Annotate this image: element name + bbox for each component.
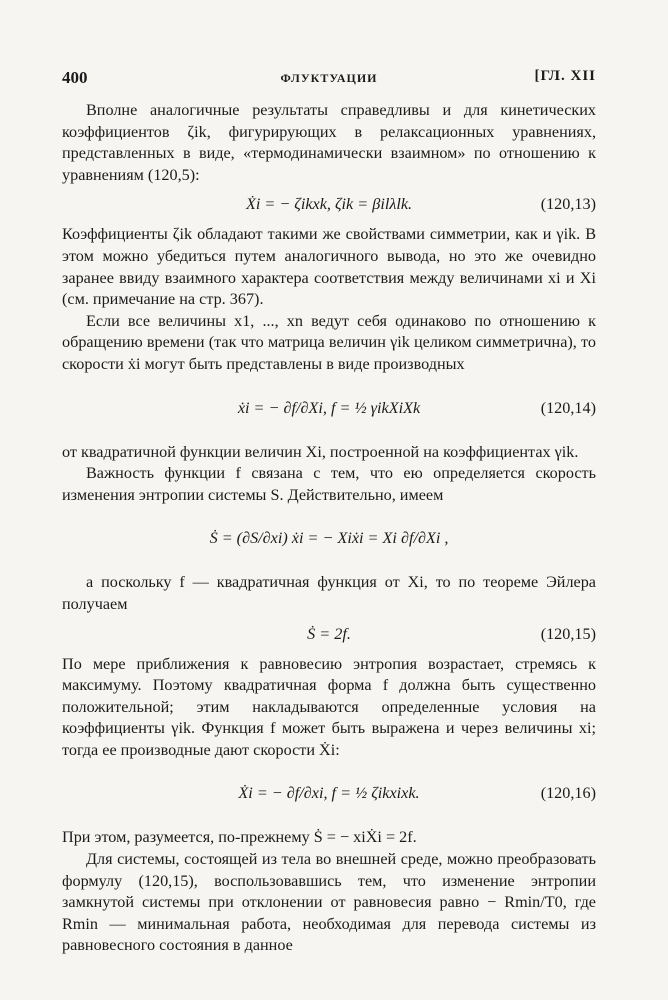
equation-number: (120,14)	[540, 398, 596, 417]
equation-number: (120,16)	[540, 784, 596, 803]
paragraph: а поскольку f — квадратичная функция от Xi, то по теореме Эйлера получаем	[62, 573, 596, 613]
paragraph: Важность функции f связана с тем, что ею определяется скорость изменения энтропии системы S. Действительно, имеем	[62, 464, 596, 504]
running-title: ФЛУКТУАЦИИ	[280, 71, 378, 85]
equation-formula: Ẋi = − ∂f/∂xi, f = ½ ζikxixk.	[238, 784, 420, 803]
chapter-label: [ГЛ. XII	[534, 68, 596, 84]
equation-120-13	[62, 194, 596, 216]
equation-120-15	[62, 624, 596, 646]
paragraph: Вполне аналогичные результаты справедливы и для кинетических коэффициентов ζik, фигурирующих в релаксационных уравнениях, представленных в виде, «термодинамически взаимном» по отношению к уравнениям (120,5):	[62, 101, 596, 184]
page-number: 400	[62, 68, 88, 87]
paragraph: При этом, разумеется, по-прежнему Ṡ = − xiẊi = 2f.	[62, 828, 417, 847]
equation-formula: Ẋi = − ζikxk, ζik = βilλlk.	[245, 195, 413, 214]
equation-number: (120,13)	[540, 195, 596, 214]
equation-formula: Ṡ = (∂S/∂xi) ẋi = − Xiẋi = Xi ∂f/∂Xi ,	[209, 529, 449, 548]
page-body	[62, 100, 596, 957]
equation-formula: Ṡ = 2f.	[307, 624, 351, 643]
equation-formula: ẋi = − ∂f/∂Xi, f = ½ γikXiXk	[237, 398, 421, 417]
equation-number: (120,15)	[540, 624, 596, 643]
paragraph: от квадратичной функции величин Xi, построенной на коэффициентах γik.	[62, 442, 579, 461]
paragraph: По мере приближения к равновесию энтропия возрастает, стремясь к максимуму. Поэтому квадратичная форма f должна быть существенно положительной; этим накладываются определенные условия на коэффициенты γik. Функция f может быть выражена и через величины xi; тогда ее производные дают скорости Ẋi:	[62, 654, 596, 759]
paragraph: Для системы, состоящей из тела во внешней среде, можно преобразовать формулу (120,15), воспользовавшись тем, что изменение энтропии замкнутой системы при отклонении от равновесия равно − Rmin/T0, где Rmin — минимальная работа, необходимая для перевода системы из равновесного состояния в данное	[62, 850, 596, 955]
equation-120-16	[62, 773, 596, 815]
running-header	[62, 68, 596, 92]
paragraph: Коэффициенты ζik обладают такими же свойствами симметрии, как и γik. В этом можно убедиться путем аналогичного вывода, но это же очевидно заранее ввиду взаимного характера соответствия между величинами xi и Xi (см. примечание на стр. 367).	[62, 225, 596, 309]
equation-entropy-rate	[62, 518, 596, 560]
equation-120-14	[62, 388, 596, 430]
paragraph: Если все величины x1, ..., xn ведут себя одинаково по отношению к обращению времени (так что матрица величин γik целиком симметрична), то скорости ẋi могут быть представлены в виде производных	[62, 311, 596, 373]
